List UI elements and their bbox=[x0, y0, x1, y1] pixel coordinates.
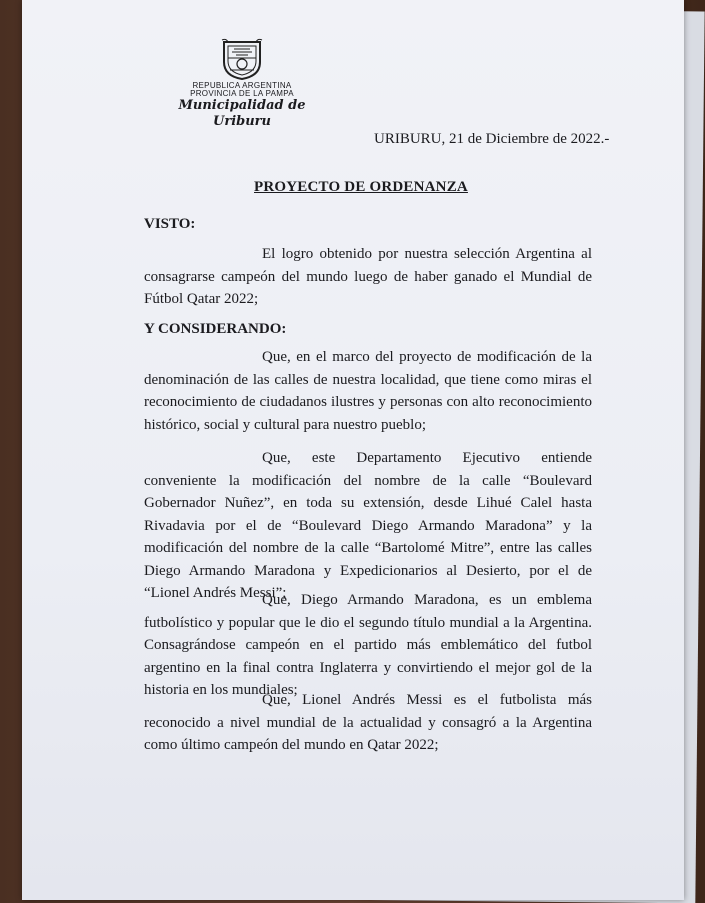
letterhead-municipality: Municipalidad de Uriburu bbox=[178, 98, 306, 129]
considerando-paragraph-4: Que, Lionel Andrés Messi es el futbolista más reconocido a nivel mundial de la actualidad y consagró a la Argentina como último campeón del mundo en Qatar 2022; bbox=[144, 692, 592, 753]
considerando-heading: Y CONSIDERANDO: bbox=[144, 321, 287, 337]
document-date: URIBURU, 21 de Diciembre de 2022.- bbox=[374, 131, 610, 147]
document-page bbox=[22, 0, 684, 900]
letterhead-country: REPUBLICA ARGENTINA bbox=[192, 81, 292, 90]
considerando-paragraph-1: Que, en el marco del proyecto de modificación de la denominación de las calles de nuestra localidad, que tiene como miras el reconocimiento de ciudadanos ilustres y personas con alto reconocimiento histórico, social y cultural para nuestro pueblo; bbox=[144, 349, 592, 433]
visto-heading: VISTO: bbox=[144, 216, 196, 232]
considerando-paragraph-2: Que, este Departamento Ejecutivo entiende conveniente la modificación del nombre de la calle “Boulevard Gobernador Nuñez”, en toda su extensión, desde Lihué Calel hasta Rivadavia por el de “Boulevard Diego Armando Maradona” y la modificación del nombre de la calle “Bartolomé Mitre”, entre las calles Diego Armando Maradona y Expedicionarios al Desierto, por el de “Lionel Andrés Messi”; bbox=[144, 450, 592, 601]
municipal-seal-icon bbox=[220, 38, 264, 80]
letterhead bbox=[152, 38, 332, 130]
letterhead-province: PROVINCIA DE LA PAMPA bbox=[190, 89, 294, 98]
visto-paragraph: El logro obtenido por nuestra selección Argentina al consagrarse campeón del mundo luego de haber ganado el Mundial de Fútbol Qatar 2022; bbox=[144, 246, 592, 307]
document-title: PROYECTO DE ORDENANZA bbox=[254, 179, 468, 195]
considerando-paragraph-3: Que, Diego Armando Maradona, es un emblema futbolístico y popular que le dio el segundo título mundial a la Argentina. Consagrándose campeón en el partido más emblemático del futbol argentino en la final contra Inglaterra y convirtiendo el mejor gol de la historia en los mundiales; bbox=[144, 592, 592, 698]
